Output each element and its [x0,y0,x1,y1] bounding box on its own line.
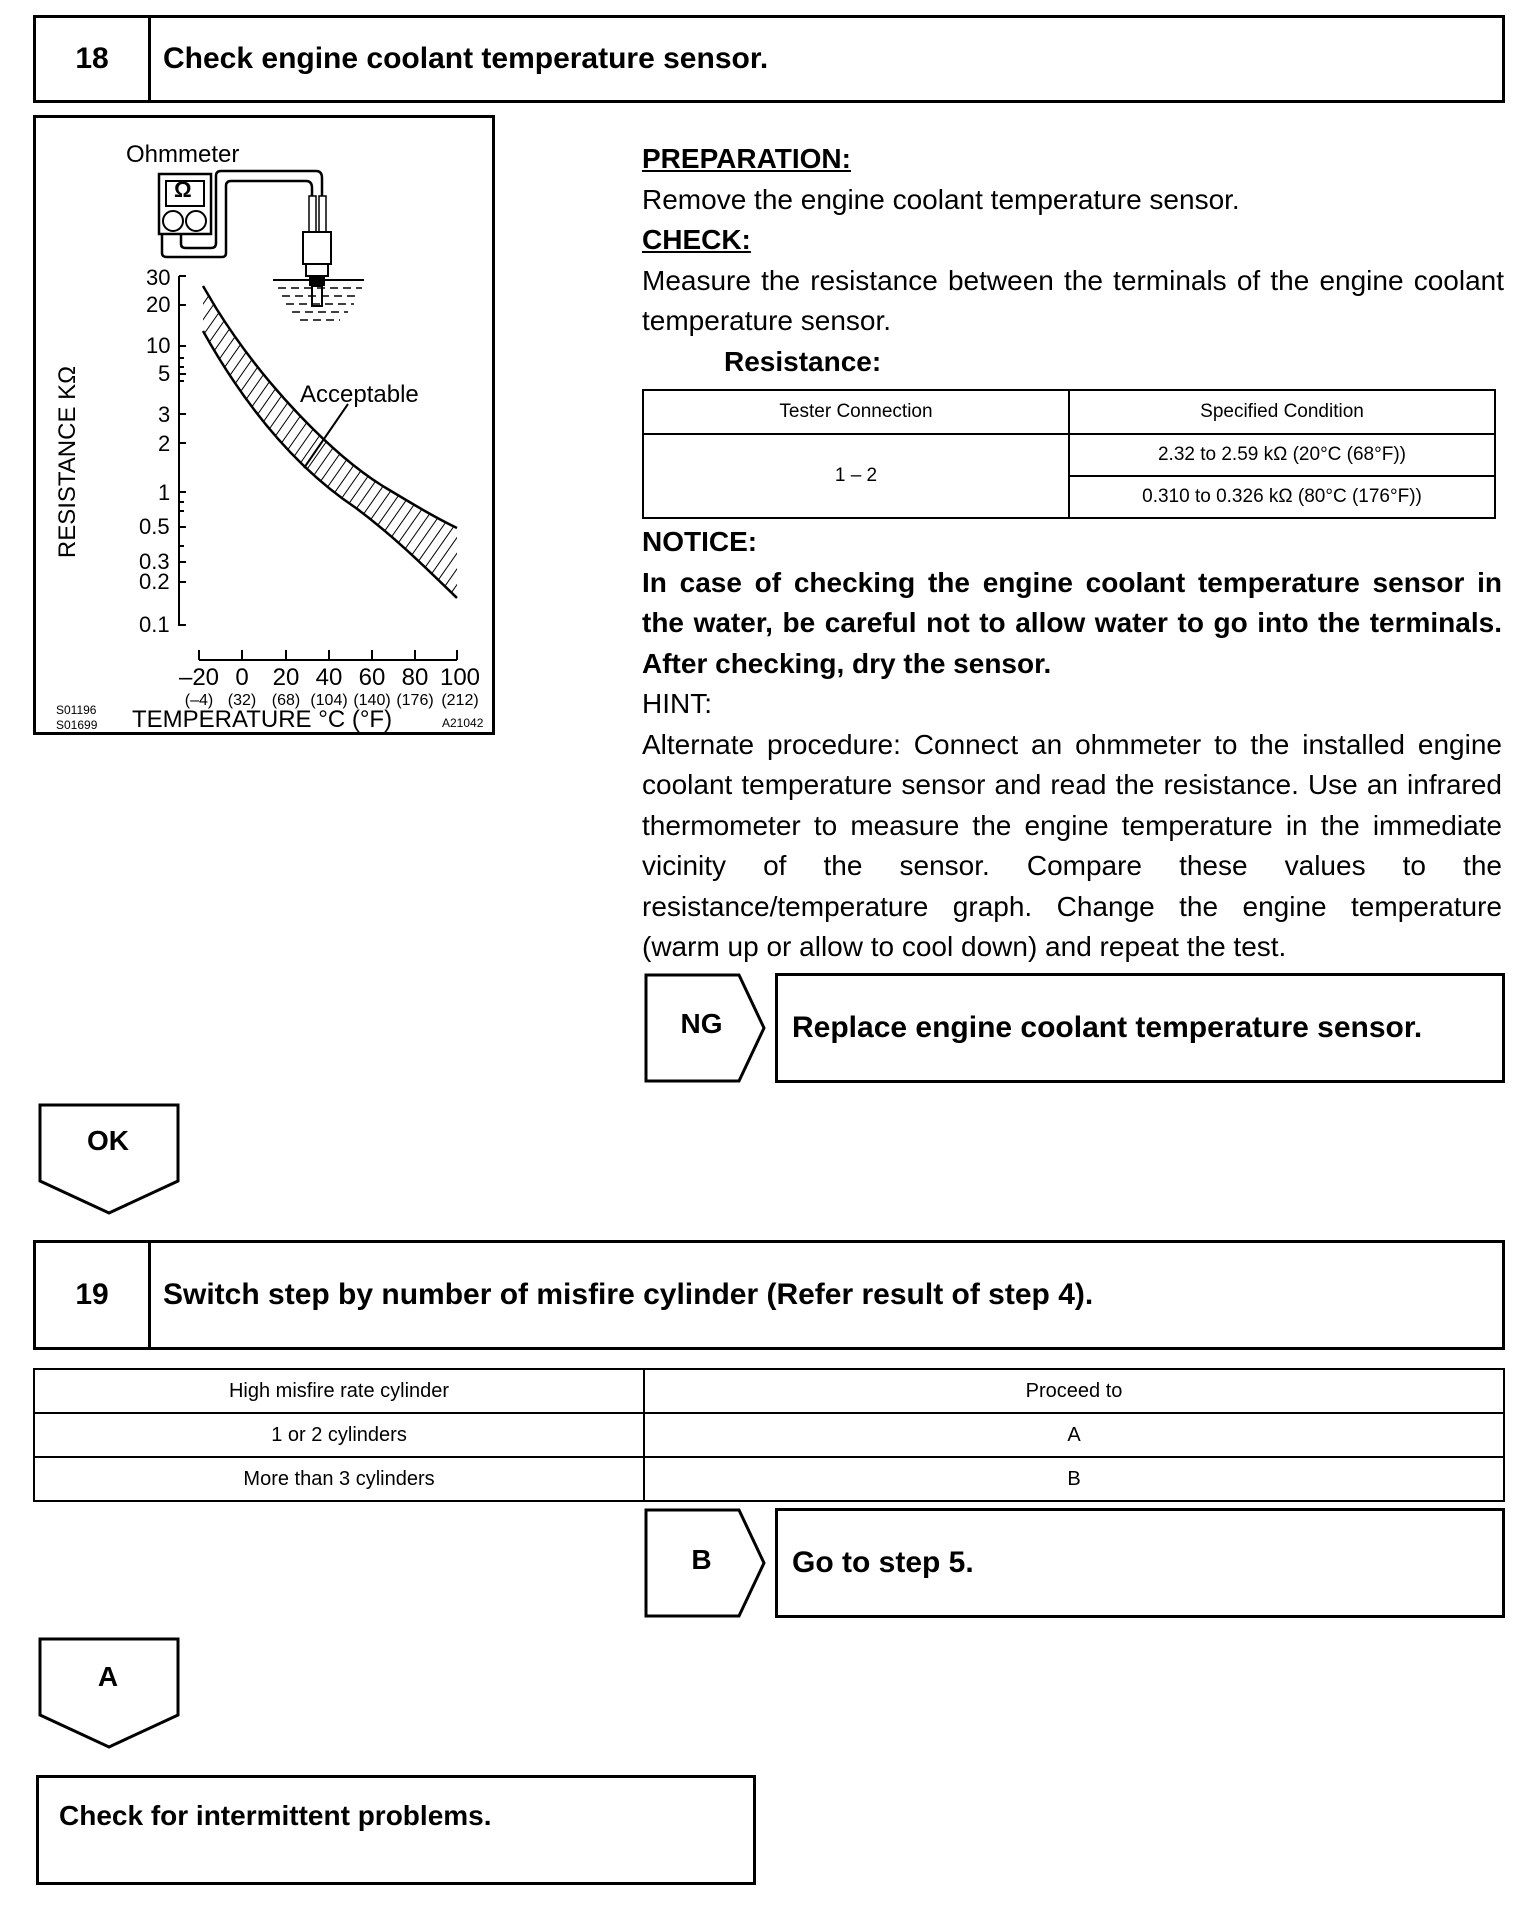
table-header: High misfire rate cylinder [34,1369,644,1413]
sensor-resistance-figure [33,115,495,735]
ohmmeter-label: Ohmmeter [126,141,240,168]
ng-action-text: Replace engine coolant temperature sensor. [792,1011,1423,1044]
resistance-temperature-chart [36,118,492,732]
resistance-spec-table [642,389,1496,519]
table-cell: 1 or 2 cylinders [34,1413,644,1457]
x-tick: 0 [235,664,249,691]
y-tick: 20 [146,292,171,317]
table-cell: B [644,1457,1504,1501]
y-tick: 0.3 [139,549,170,574]
table-header: Tester Connection [643,390,1069,434]
x-tick: 40 [315,664,343,691]
step-18-header [33,15,1505,103]
x-tick-f: (212) [441,692,479,709]
table-header-row [34,1369,1504,1413]
table-cell: A [644,1413,1504,1457]
ohm-symbol: Ω [174,177,192,202]
misfire-table [33,1368,1505,1502]
y-tick: 1 [158,480,171,505]
intermittent-problems-box [36,1775,756,1885]
table-header: Proceed to [644,1369,1504,1413]
preparation-heading: PREPARATION: [642,143,851,174]
x-tick: 80 [401,664,429,691]
condition-cell: 0.310 to 0.326 kΩ (80°C (176°F)) [1069,476,1495,518]
x-tick-f: (32) [227,692,257,709]
figure-code: S01196 [56,703,97,717]
preparation-text: Remove the engine coolant temperature sensor. [642,183,1240,215]
x-tick: 60 [358,664,386,691]
y-tick: 3 [158,402,171,427]
hint-text: Alternate procedure: Connect an ohmmeter to the installed engine coolant temperature sensor and read the resistance. Use an infrared thermometer to measure the engine temperature in the immediate vicinity of the sensor. Compare these values to the resistance/temperature graph. Change the engine temperature (warm up or allow to cool down) and repeat the test. [642,728,1502,962]
step-title: Switch step by number of misfire cylinder (Refer result of step 4). [163,1278,1094,1311]
b-action-box [775,1508,1505,1618]
notice-text: In case of checking the engine coolant temperature sensor in the water, be careful not to allow water to go into the terminals. After checking, dry the sensor. [642,566,1502,679]
hint-heading: HINT: [642,688,712,719]
y-tick: 10 [146,333,171,358]
x-tick-f: (104) [310,692,348,709]
x-tick-f: (68) [271,692,301,709]
table-row [34,1413,1504,1457]
y-tick: 0.1 [139,612,170,637]
x-tick-f: (176) [396,692,434,709]
step-18-instructions [642,139,1504,382]
figure-code: S01699 [56,718,98,732]
notice-hint-section [642,522,1502,968]
check-text: Measure the resistance between the terminals of the engine coolant temperature sensor. [642,264,1504,336]
figure-code: A21042 [442,716,484,730]
x-axis-label: TEMPERATURE °C (°F) [132,706,393,733]
ok-flag [38,1103,182,1215]
b-action-text: Go to step 5. [792,1546,974,1579]
step-title: Check engine coolant temperature sensor. [163,42,769,75]
table-row [643,434,1495,476]
tester-connection-cell: 1 – 2 [643,434,1069,518]
ok-label: OK [87,1125,129,1156]
a-label: A [97,1661,119,1692]
y-tick: 2 [158,431,171,456]
x-tick: 100 [439,664,481,691]
notice-heading: NOTICE: [642,526,758,557]
y-tick: 0.2 [139,569,170,594]
table-header-row [643,390,1495,434]
x-tick: –20 [178,664,220,691]
check-heading: CHECK: [642,224,751,255]
x-tick-f: (–4) [184,692,214,709]
table-cell: More than 3 cylinders [34,1457,644,1501]
resistance-label: Resistance: [724,345,882,377]
step-number: 19 [36,1243,151,1347]
ng-label: NG [680,1008,723,1039]
table-header: Specified Condition [1069,390,1495,434]
y-axis-label: RESISTANCE KΩ [54,365,81,559]
x-tick: 20 [272,664,300,691]
y-tick: 5 [158,361,171,386]
y-tick: 0.5 [139,514,170,539]
acceptable-label: Acceptable [300,381,419,408]
b-label: B [691,1544,712,1575]
condition-cell: 2.32 to 2.59 kΩ (20°C (68°F)) [1069,434,1495,476]
x-tick-f: (140) [353,692,391,709]
table-row [34,1457,1504,1501]
ng-action-box [775,973,1505,1083]
step-number: 18 [36,18,151,100]
y-tick: 30 [146,265,171,290]
a-flag [38,1637,182,1749]
intermittent-problems-text: Check for intermittent problems. [59,1800,492,1831]
step-19-header [33,1240,1505,1350]
